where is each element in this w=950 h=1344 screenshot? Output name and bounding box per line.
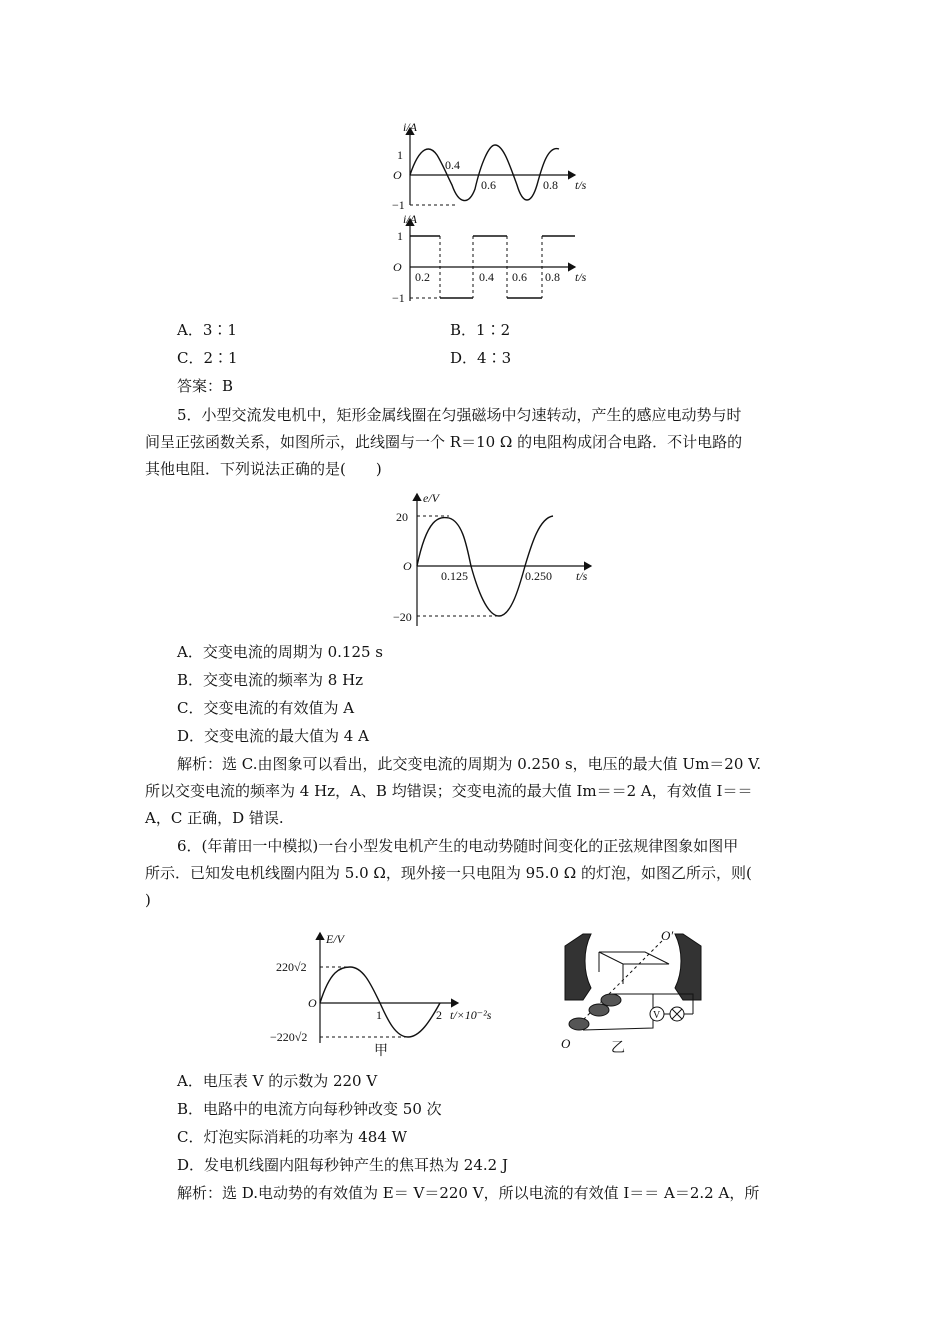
q4-top-tick-3: 0.8 [543, 178, 558, 192]
q6-option-a: A．电压表 V 的示数为 220 V [177, 1072, 378, 1090]
q4-bot-origin: O [393, 260, 402, 274]
q4-option-b: B．1∶2 [450, 321, 511, 339]
q6a-origin: O [308, 996, 317, 1010]
q5-ylabel: e/V [423, 491, 439, 505]
q5-stem-3: 其他电阻．下列说法正确的是( ) [145, 460, 382, 478]
q5-stem-1: 5．小型交流发电机中，矩形金属线圈在匀强磁场中匀速转动，产生的感应电动势与时 [177, 406, 742, 424]
q6-stem-2: 所示．已知发电机线圈内阻为 5.0 Ω，现外接一只电阻为 95.0 Ω 的灯泡，如图乙所示，则( [145, 864, 752, 882]
q6-analysis-1: 解析：选 D.电动势的有效值为 E＝ V＝220 V，所以电流的有效值 I＝＝ A＝2.2 A，所 [177, 1184, 760, 1202]
q5-option-b: B．交变电流的频率为 8 Hz [177, 671, 364, 689]
q4-option-c: C．2∶1 [177, 349, 238, 367]
q5-stem-2: 间呈正弦函数关系，如图所示，此线圈与一个 R＝10 Ω 的电阻构成闭合电路．不计电路的 [145, 433, 743, 451]
q6b-label-bottom: O [561, 1036, 571, 1051]
q4-top-yneg: −1 [392, 198, 405, 212]
q4-bot-tick-1: 0.2 [415, 270, 430, 284]
q5-figure [393, 488, 603, 628]
q5-option-c: C．交变电流的有效值为 A [177, 699, 355, 717]
q6-option-b: B．电路中的电流方向每秒钟改变 50 次 [177, 1100, 442, 1118]
q4-bot-xlabel: t/s [575, 270, 587, 284]
q6b-caption: 乙 [611, 1041, 625, 1056]
q4-bot-tick-4: 0.8 [545, 270, 560, 284]
q5-option-d: D．交变电流的最大值为 4 A [177, 727, 369, 745]
magnet-right [675, 934, 701, 1000]
q6a-ylabel: E/V [326, 932, 344, 946]
q4-top-xlabel: t/s [575, 178, 587, 192]
q6-stem-3: ) [145, 891, 151, 909]
magnet-left [565, 934, 591, 1000]
q4-bot-yneg: −1 [392, 291, 405, 305]
sine-wave-top [410, 145, 559, 201]
q6-figure-yi [553, 920, 713, 1060]
q4-top-tick-1: 0.4 [445, 158, 460, 172]
q5-origin: O [403, 559, 412, 573]
q6b-meter: V [653, 1010, 661, 1021]
q5-analysis-2: 所以交变电流的频率为 4 Hz，A、B 均错误；交变电流的最大值 Im＝＝2 A，有效值 I＝＝ [145, 782, 753, 800]
q5-analysis-3: A，C 正确，D 错误. [145, 809, 284, 827]
q4-top-origin: O [393, 168, 402, 182]
q5-yneg: −20 [393, 610, 412, 624]
q6a-tick-2: 2 [436, 1008, 442, 1022]
coil-frame [599, 952, 669, 984]
q4-option-d: D．4∶3 [450, 349, 512, 367]
q6a-tick-1: 1 [376, 1008, 382, 1022]
q6a-ypos: 220√2 [276, 960, 307, 974]
q4-top-ylabel: i/A [403, 123, 417, 134]
q5-tick-1: 0.125 [441, 569, 468, 583]
q5-xlabel: t/s [576, 569, 588, 583]
q6b-label-top: O′ [661, 928, 674, 943]
q4-top-ypos: 1 [397, 148, 403, 162]
q6a-yneg: −220√2 [270, 1030, 308, 1044]
q4-bot-tick-2: 0.4 [479, 270, 494, 284]
q6-option-c: C．灯泡实际消耗的功率为 484 W [177, 1128, 408, 1146]
q5-option-a: A．交变电流的周期为 0.125 s [177, 643, 384, 661]
q4-answer: 答案：B [177, 377, 234, 395]
q4-bot-ypos: 1 [397, 229, 403, 243]
q4-top-tick-2: 0.6 [481, 178, 496, 192]
q5-analysis-1: 解析：选 C.由图象可以看出，此交变电流的周期为 0.250 s，电压的最大值 Um＝20 V. [177, 755, 762, 773]
q6a-caption: 甲 [374, 1044, 388, 1059]
q6-option-d: D．发电机线圈内阻每秒钟产生的焦耳热为 24.2 J [177, 1156, 508, 1174]
q5-ypos: 20 [396, 510, 408, 524]
q6a-xlabel: t/×10⁻²s [450, 1008, 492, 1022]
sine-wave-jia [320, 967, 440, 1037]
q4-bot-tick-3: 0.6 [512, 270, 527, 284]
q6-figure-jia [268, 925, 518, 1060]
q4-bot-ylabel: i/A [403, 212, 417, 226]
q6-stem-1: 6．(年莆田一中模拟)一台小型发电机产生的电动势随时间变化的正弦规律图象如图甲 [177, 837, 739, 855]
q4-figure [375, 123, 605, 308]
q5-tick-2: 0.250 [525, 569, 552, 583]
q4-option-a: A．3∶1 [177, 321, 237, 339]
